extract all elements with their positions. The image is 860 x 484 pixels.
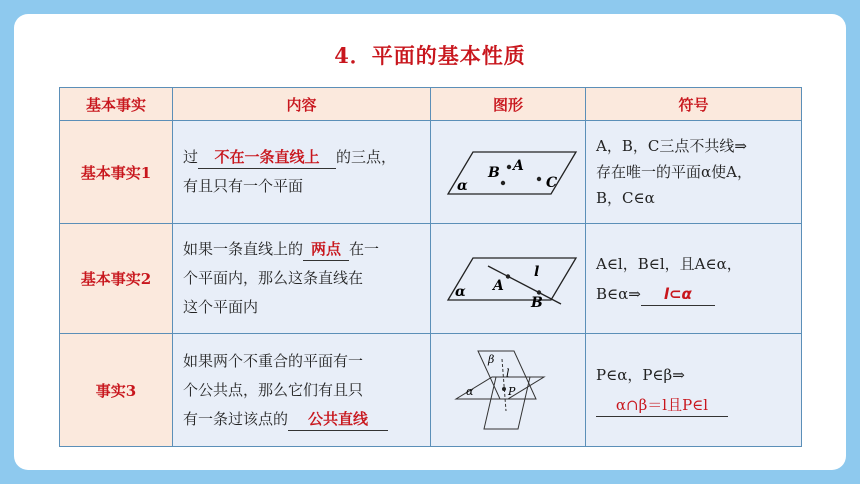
- answer-blank: 两点: [303, 238, 349, 261]
- section-title: 4．平面的基本性质: [334, 43, 526, 68]
- figure-cell: [431, 224, 586, 334]
- point-c-label: C: [546, 175, 558, 191]
- row-name: 基本事实2: [60, 224, 173, 334]
- table-row: [60, 334, 802, 447]
- content-text: 的三点，: [336, 148, 397, 166]
- figure-cell: [431, 121, 586, 224]
- point-a-label: A: [493, 277, 504, 294]
- content-text: 这个平面内: [183, 298, 259, 316]
- plane-three-points-figure: [433, 142, 583, 202]
- symbol-text: B，C∈α: [596, 189, 655, 207]
- figure-cell: [431, 334, 586, 447]
- answer-blank: 不在一条直线上: [198, 146, 336, 169]
- header-row: [60, 88, 802, 121]
- content-text: 有且只有一个平面: [183, 177, 304, 195]
- line-l-label: l: [506, 367, 510, 380]
- beta-label: β: [488, 353, 495, 366]
- answer-blank: α∩β＝l且P∈l: [596, 394, 728, 417]
- content-text: 在一: [349, 240, 380, 258]
- point-b-label: B: [488, 165, 500, 181]
- plane-line-figure: [433, 248, 583, 310]
- answer-blank: l⊂α: [641, 283, 715, 306]
- alpha-label: α: [457, 178, 468, 194]
- symbol-text: P∈α，P∈β⇒: [596, 366, 685, 384]
- content-text: 个平面内，那么这条直线在: [183, 269, 364, 287]
- table-row: [60, 121, 802, 224]
- line-l-label: l: [534, 263, 540, 280]
- symbol-text: B∈α⇒: [596, 284, 641, 303]
- symbol-text: A，B，C三点不共线⇒: [596, 137, 747, 155]
- content-text: 个公共点，那么它们有且只: [183, 380, 364, 399]
- table-row: [60, 224, 802, 334]
- content-text: 如果两个不重合的平面有一: [183, 351, 364, 370]
- point-b-label: B: [531, 294, 543, 310]
- alpha-label: α: [466, 385, 474, 398]
- properties-table: [59, 87, 802, 447]
- alpha-label: α: [455, 283, 466, 300]
- row-name: 基本事实1: [60, 121, 173, 224]
- point-p-label: P: [508, 385, 516, 398]
- header-cell: 内容: [173, 88, 431, 121]
- symbol-cell: [586, 224, 802, 334]
- symbol-text: 存在唯一的平面α使A，: [596, 163, 752, 181]
- header-cell: 基本事实: [60, 88, 173, 121]
- symbol-cell: [586, 334, 802, 447]
- content-text: 过: [183, 148, 199, 166]
- content-text: 如果一条直线上的: [183, 240, 304, 258]
- header-cell: 符号: [586, 88, 802, 121]
- content-cell: [173, 121, 431, 224]
- point-a-label: A: [513, 158, 524, 174]
- row-name: 事实3: [60, 334, 173, 447]
- content-cell: [173, 334, 431, 447]
- symbol-text: A∈l，B∈l，且A∈α，: [596, 254, 742, 273]
- content-cell: [173, 224, 431, 334]
- header-cell: 图形: [431, 88, 586, 121]
- intersecting-planes-figure: [448, 347, 568, 433]
- content-text: 有一条过该点的: [183, 409, 289, 428]
- symbol-cell: [586, 121, 802, 224]
- answer-blank: 公共直线: [288, 408, 388, 431]
